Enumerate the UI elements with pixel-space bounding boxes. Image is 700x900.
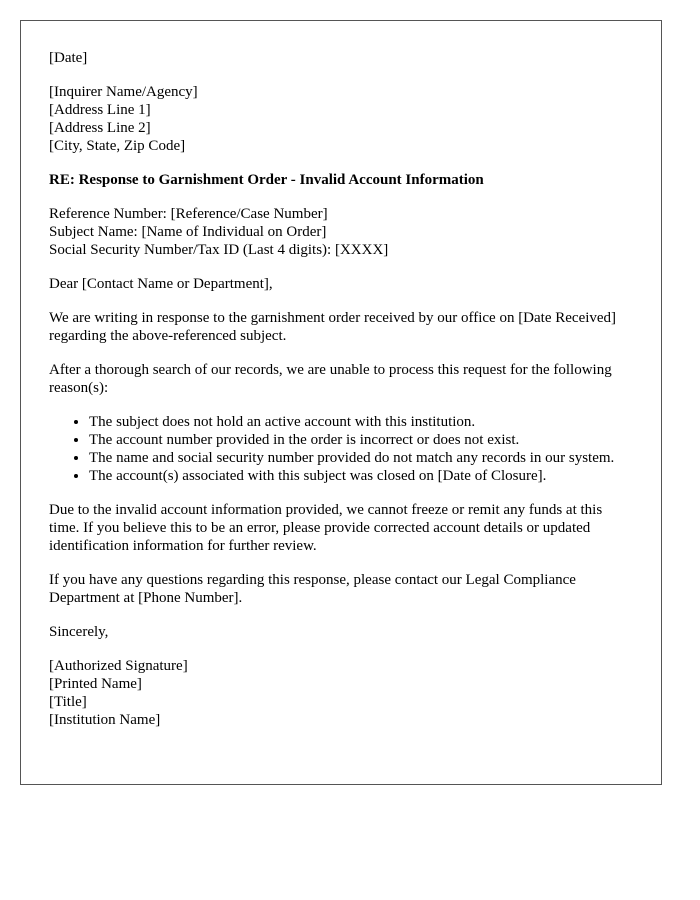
list-item: • The subject does not hold an active account with this institution.: [89, 413, 634, 431]
date: [Date]: [49, 50, 88, 66]
list-item: • The name and social security number provided do not match any records in our system.: [89, 449, 634, 467]
reasons-list: [49, 413, 634, 485]
subject-name: Subject Name: [Name of Individual on Order]: [49, 224, 327, 240]
signature-block: [49, 657, 634, 729]
title: [Title]: [49, 694, 87, 710]
subject-line: RE: Response to Garnishment Order - Invalid Account Information: [49, 172, 484, 188]
printed-name: [Printed Name]: [49, 676, 142, 692]
list-item: • The account(s) associated with this subject was closed on [Date of Closure].: [89, 467, 634, 485]
paragraph-invalid-info: Due to the invalid account information provided, we cannot freeze or remit any funds at this time. If you believe this to be an error, please provide corrected account details or updated identification information for further review.: [49, 502, 603, 554]
paragraph-intro: We are writing in response to the garnishment order received by our office on [Date Received] regarding the above-referenced subject.: [49, 310, 617, 344]
recipient-name: [Inquirer Name/Agency]: [49, 84, 198, 100]
authorized-signature: [Authorized Signature]: [49, 658, 188, 674]
paragraph-reasons-intro: After a thorough search of our records, we are unable to process this request for the following reason(s):: [49, 362, 612, 396]
ssn-tax-id: Social Security Number/Tax ID (Last 4 digits): [XXXX]: [49, 242, 389, 258]
closing: Sincerely,: [49, 624, 109, 640]
institution-name: [Institution Name]: [49, 712, 161, 728]
salutation: Dear [Contact Name or Department],: [49, 276, 273, 292]
address-line-1: [Address Line 1]: [49, 102, 151, 118]
letter: [20, 20, 662, 785]
recipient-address: [49, 83, 634, 155]
list-item: • The account number provided in the order is incorrect or does not exist.: [89, 431, 634, 449]
paragraph-contact: If you have any questions regarding this response, please contact our Legal Compliance Department at [Phone Number].: [49, 572, 576, 606]
reference-details: [49, 205, 634, 259]
city-state-zip: [City, State, Zip Code]: [49, 138, 186, 154]
address-line-2: [Address Line 2]: [49, 120, 151, 136]
reference-number: Reference Number: [Reference/Case Number]: [49, 206, 328, 222]
